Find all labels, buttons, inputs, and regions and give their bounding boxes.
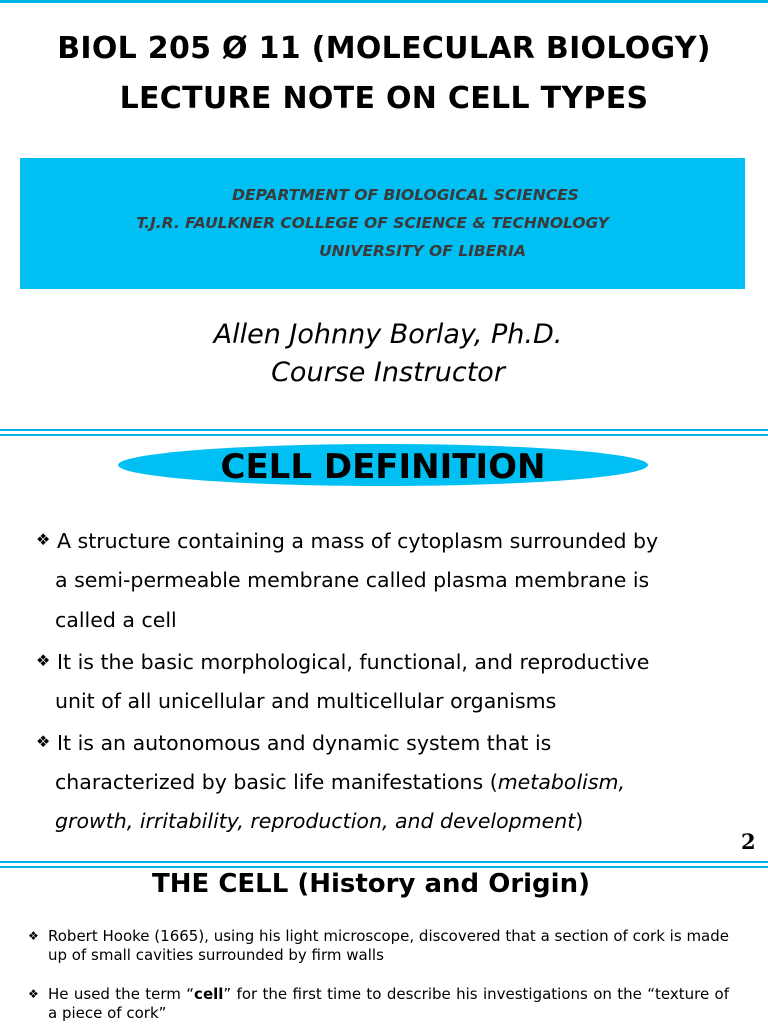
divider-line	[0, 866, 768, 868]
diamond-bullet-icon: ❖	[28, 929, 39, 943]
lecture-title: LECTURE NOTE ON CELL TYPES	[119, 81, 649, 116]
top-rule	[0, 0, 768, 3]
bullet-text-bold: cell	[194, 985, 224, 1003]
bullet-text-prefix: characterized by basic life manifestations (	[55, 770, 498, 794]
bullet-text	[55, 801, 583, 841]
instructor-role: Course Instructor	[271, 357, 505, 388]
history-bullet-text	[48, 985, 729, 1023]
divider-line	[0, 861, 768, 863]
college-name: T.J.R. FAULKNER COLLEGE OF SCIENCE & TECHNOLOGY	[136, 214, 609, 232]
bullet-text: It is an autonomous and dynamic system that is	[57, 731, 552, 755]
bullet-text: A structure containing a mass of cytoplasm surrounded by	[57, 529, 659, 553]
bullet-text: a semi-permeable membrane called plasma membrane is	[55, 568, 650, 592]
cell-definition-heading: CELL DEFINITION	[220, 447, 546, 487]
bullet-text-prefix: He used the term “	[48, 985, 195, 1003]
bullet-text: unit of all unicellular and multicellular organisms	[55, 689, 557, 713]
bullet-text	[55, 762, 625, 802]
bullet-text: called a cell	[55, 608, 177, 632]
bullet-item	[36, 641, 649, 681]
cell-history-heading: THE CELL (History and Origin)	[152, 869, 590, 899]
diamond-bullet-icon: ❖	[36, 732, 51, 751]
bullet-text-italic: growth, irritability, reproduction, and development	[55, 809, 576, 833]
history-bullet-text: Robert Hooke (1665), using his light microscope, discovered that a section of cork is made up of small cavities surrounded by firm walls	[48, 927, 729, 964]
slide-divider	[0, 861, 768, 869]
page-number: 2	[741, 829, 756, 854]
department-name: DEPARTMENT OF BIOLOGICAL SCIENCES	[232, 186, 579, 204]
bullet-item	[36, 520, 658, 560]
diamond-bullet-icon: ❖	[36, 651, 51, 670]
divider-line	[0, 434, 768, 436]
department-box	[20, 158, 745, 289]
bullet-text-suffix: ” for the first time to describe his investigations on the “texture of a piece of cork”	[48, 985, 729, 1022]
bullet-text-suffix: )	[575, 809, 584, 833]
bullet-text-italic: metabolism,	[497, 770, 625, 794]
bullet-item	[36, 722, 551, 762]
university-name: UNIVERSITY OF LIBERIA	[319, 242, 526, 260]
instructor-name: Allen Johnny Borlay, Ph.D.	[213, 319, 563, 350]
diamond-bullet-icon: ❖	[36, 530, 51, 549]
divider-line	[0, 429, 768, 431]
slide-divider	[0, 429, 768, 437]
course-title: BIOL 205 Ø 11 (MOLECULAR BIOLOGY)	[57, 31, 711, 66]
bullet-text: It is the basic morphological, functional, and reproductive	[57, 650, 650, 674]
diamond-bullet-icon: ❖	[28, 987, 39, 1001]
